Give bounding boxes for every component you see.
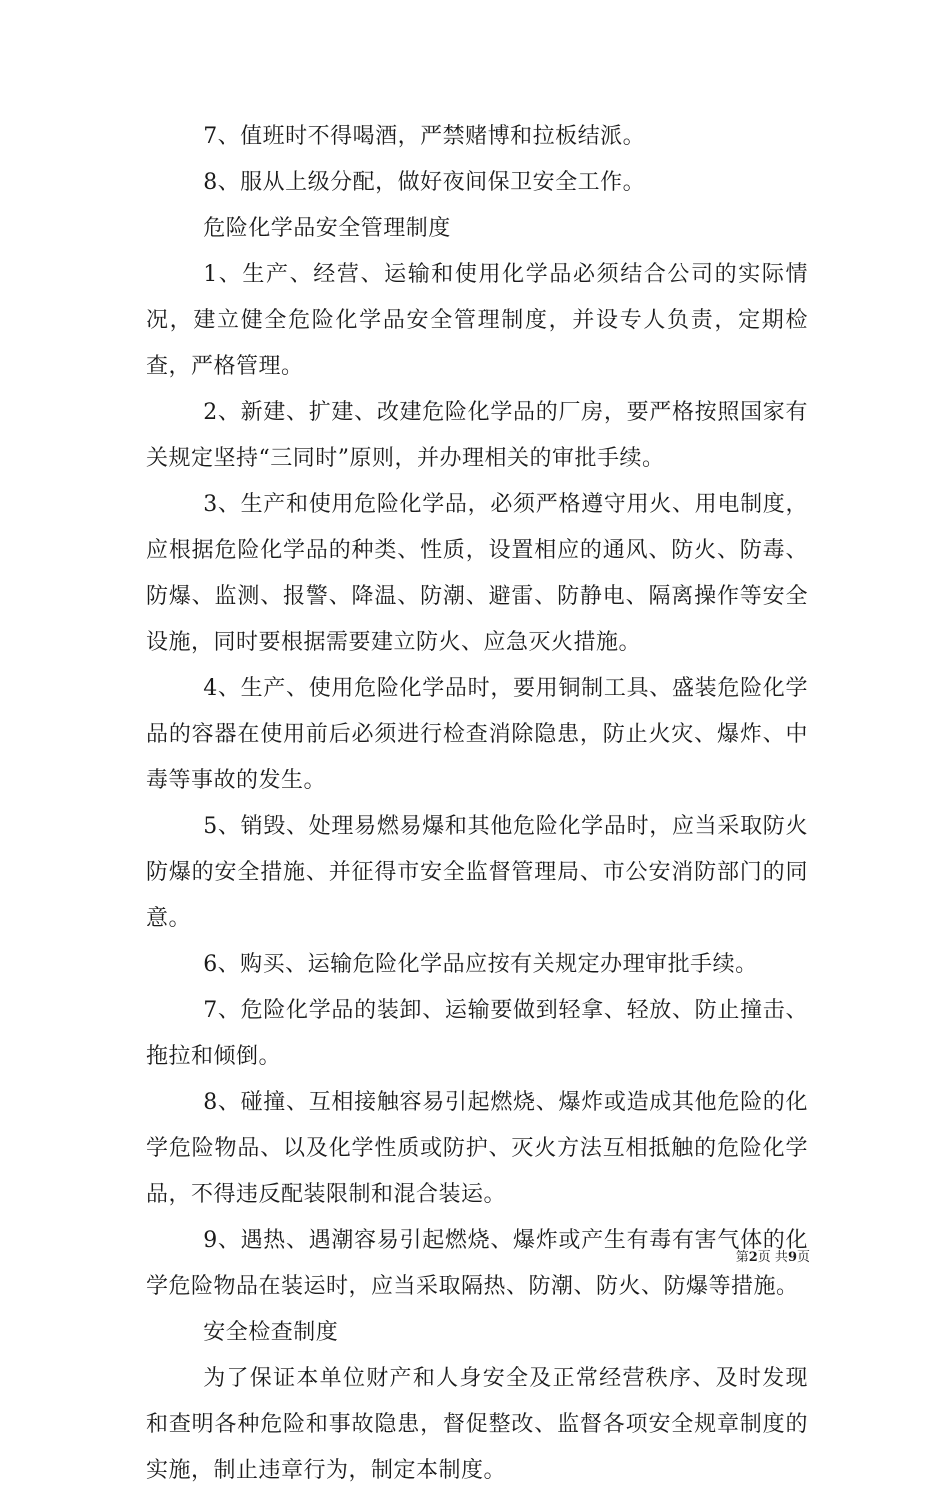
footer-total-pages: 9 <box>787 1250 797 1265</box>
section-heading-hazardous-chemicals: 危险化学品安全管理制度 <box>203 216 451 241</box>
paragraph-chem-rule-9: 9、遇热、遇潮容易引起燃烧、爆炸或产生有毒有害气体的化学危险物品在装运时，应当采取隔热、防潮、防火、防爆等措施。 <box>146 1228 808 1299</box>
paragraph-chem-rule-3: 3、生产和使用危险化学品，必须严格遵守用火、用电制度，应根据危险化学品的种类、性质，设置相应的通风、防火、防毒、防爆、监测、报警、降温、防潮、避雷、防静电、隔离操作等安全设施，同时要根据需要建立防火、应急灭火措施。 <box>146 492 808 655</box>
paragraph-chem-rule-5: 5、销毁、处理易燃易爆和其他危险化学品时，应当采取防火防爆的安全措施、并征得市安全监督管理局、市公安消防部门的同意。 <box>146 814 808 931</box>
section-heading-safety-inspection: 安全检查制度 <box>203 1320 339 1345</box>
document-body <box>146 114 808 1494</box>
footer-suffix: 页 <box>796 1250 810 1265</box>
page-footer <box>700 1246 810 1265</box>
paragraph-rule-7-duty: 7、值班时不得喝酒，严禁赌博和拉板结派。 <box>203 124 646 149</box>
paragraph-chem-rule-2: 2、新建、扩建、改建危险化学品的厂房，要严格按照国家有关规定坚持“三同时”原则，并办理相关的审批手续。 <box>146 400 808 471</box>
paragraph-chem-rule-8: 8、碰撞、互相接触容易引起燃烧、爆炸或造成其他危险的化学危险物品、以及化学性质或防护、灭火方法互相抵触的危险化学品，不得违反配装限制和混合装运。 <box>146 1090 808 1207</box>
paragraph-rule-8-duty: 8、服从上级分配，做好夜间保卫安全工作。 <box>203 170 646 195</box>
paragraph-chem-rule-7: 7、危险化学品的装卸、运输要做到轻拿、轻放、防止撞击、拖拉和倾倒。 <box>146 998 808 1069</box>
footer-current-page: 2 <box>748 1250 758 1265</box>
footer-prefix: 第 <box>735 1250 749 1265</box>
paragraph-chem-rule-1: 1、生产、经营、运输和使用化学品必须结合公司的实际情况，建立健全危险化学品安全管理制度，并设专人负责，定期检查，严格管理。 <box>146 262 808 379</box>
paragraph-chem-rule-6: 6、购买、运输危险化学品应按有关规定办理审批手续。 <box>203 952 758 977</box>
footer-middle: 页 共 <box>757 1250 788 1265</box>
paragraph-chem-rule-4: 4、生产、使用危险化学品时，要用铜制工具、盛装危险化学品的容器在使用前后必须进行检查消除隐患，防止火灾、爆炸、中毒等事故的发生。 <box>146 676 808 793</box>
paragraph-inspection-intro: 为了保证本单位财产和人身安全及正常经营秩序、及时发现和查明各种危险和事故隐患，督促整改、监督各项安全规章制度的实施，制止违章行为，制定本制度。 <box>146 1366 808 1483</box>
